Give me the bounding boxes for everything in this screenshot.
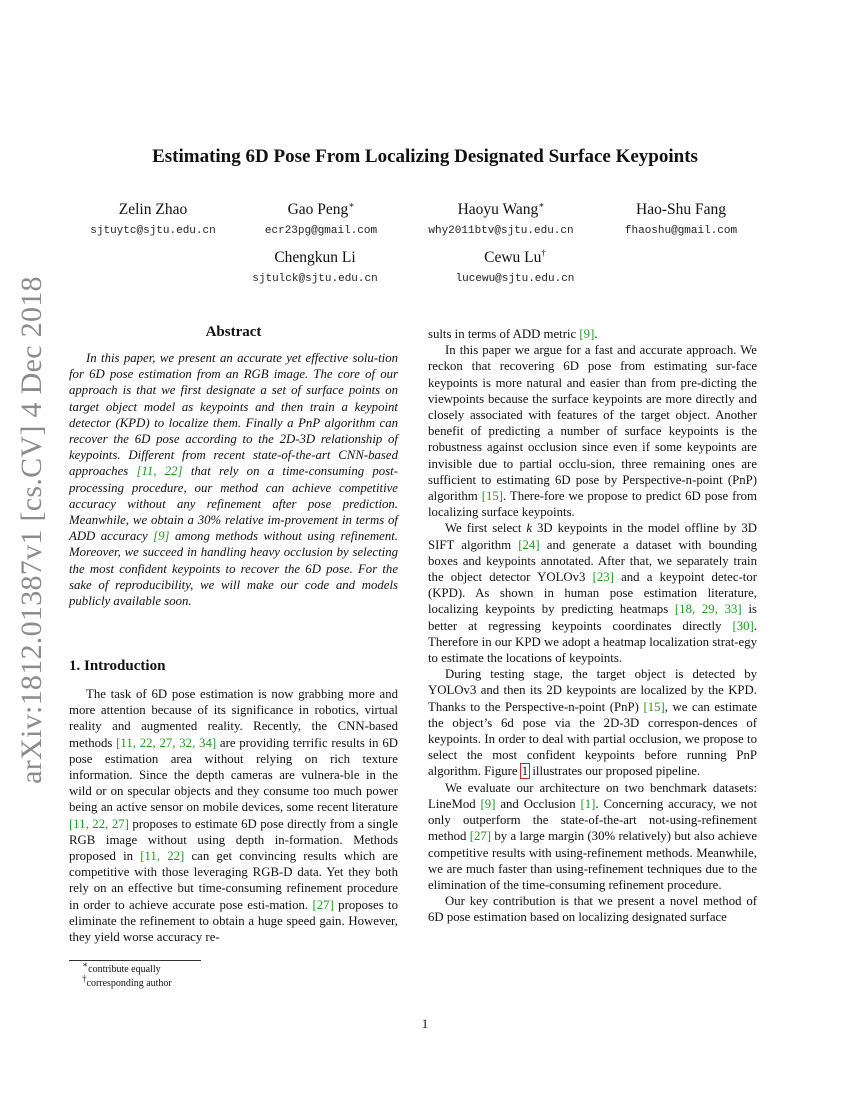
- body-paragraph: We first select k 3D keypoints in the model offline by 3D SIFT algorithm [24] and generate a dataset with bounding boxes and keypoints annotated. After that, we separately train the object detector YOLOv3 [23] and a keypoint detec-tor (KPD). As shown in human pose estimation literature, localizing keypoints by predicting heatmaps [18, 29, 33] is better at regressing keypoints coordinates directly [30]. Therefore in our KPD we adopt a heatmap localization strat-egy to estimate the locations of keypoints.: [428, 521, 758, 666]
- citation-link[interactable]: [11, 22, 27, 32, 34]: [116, 735, 217, 750]
- author-email: fhaoshu@gmail.com: [624, 225, 738, 237]
- author-block: [58, 200, 248, 237]
- citation-link[interactable]: [11, 22, 27]: [69, 816, 129, 831]
- author-block: [220, 248, 410, 285]
- citation-link[interactable]: [27]: [312, 897, 334, 912]
- body-paragraph: In this paper we argue for a fast and accurate approach. We reckon that recovering 6D pose from estimating sur-face keypoints is more natural and easier than from pre-dicting the viewpoints because the surface keypoints are more directly and closely associated with features of the target object. Another benefit of predicting a number of surface keypoints is the robustness against occlusion since even if some keypoints are invisible due to partial occlu-sion, three remaining ones are sufficient to estimating 6D pose by Perspective-n-point (PnP) algorithm [15]. There-fore we propose to predict 6D pose from localizing surface keypoints.: [428, 343, 757, 520]
- body-paragraph: sults in terms of ADD metric [9].: [428, 327, 598, 341]
- page-number: 1: [421, 1016, 429, 1031]
- citation-link[interactable]: [9]: [579, 327, 595, 341]
- citation-link[interactable]: [15]: [481, 489, 504, 504]
- author-block: [226, 200, 416, 237]
- author-name: Haoyu Wang∗: [457, 199, 545, 218]
- arxiv-stamp: [4, 276, 60, 784]
- right-column: [428, 326, 757, 926]
- abstract-heading: Abstract: [205, 324, 262, 340]
- citation-link[interactable]: [30]: [732, 618, 754, 633]
- body-paragraph: During testing stage, the target object is detected by YOLOv3 and then its 2D keypoints are localized by the KPD. Thanks to the Perspective-n-point (PnP) [15], we can estimate the object’s 6d pose via the 2D-3D correspon-dences of keypoints. In order to deal with partial occlusion, we propose to select the most confident keypoints before running PnP algorithm. Figure 1 illustrates our proposed pipeline.: [428, 667, 757, 779]
- author-name: Chengkun Li: [274, 249, 356, 266]
- author-block: [586, 200, 776, 237]
- abstract-paragraph: In this paper, we present an accurate yet effective solu-tion for 6D pose estimation from an RGB image. The core of our approach is that we first designate a set of surface points on target object model as keypoints and then train a keypoint detector (KPD) to localize them. Finally a PnP algorithm can recover the 6D pose according to the 2D-3D relationship of keypoints. Different from recent state-of-the-art CNN-based approaches [11, 22] that rely on a time-consuming post-processing procedure, our method can achieve competitive accuracy without any refinement after pose prediction. Meanwhile, we obtain a 30% relative im-provement in terms of ADD accuracy [9] among methods without using refinement. Moreover, we succeed in handling heavy occlusion by selecting the most confident keypoints to recover the 6D pose. For the sake of reproducibility, we will make our code and models publicly available soon.: [69, 351, 399, 609]
- citation-link[interactable]: [15]: [643, 699, 665, 714]
- author-block: [420, 248, 610, 285]
- author-name: Hao-Shu Fang: [636, 201, 726, 218]
- footnotes: [69, 959, 172, 991]
- footnote-divider: [69, 960, 201, 961]
- citation-link[interactable]: [23]: [592, 570, 614, 585]
- section-heading-introduction: 1. Introduction: [69, 658, 166, 674]
- citation-link[interactable]: [27]: [469, 829, 492, 844]
- author-email: sjtuytc@sjtu.edu.cn: [90, 225, 216, 237]
- introduction-left-column: [69, 686, 398, 945]
- author-name: Zelin Zhao: [118, 201, 188, 218]
- body-paragraph: The task of 6D pose estimation is now grabbing more and more attention because of its significance in robotics, virtual reality and augmented reality. Recently, the CNN-based methods [11, 22, 27, 32, 34] are providing terrific results in 6D pose estimation area without relying on rich texture information. Since the depth cameras are vulnera-ble in the wild or on specular objects and they consume too much power being an active sensor on mobile devices, some recent literature [11, 22, 27] proposes to estimate 6D pose directly from a single RGB image without using depth in-formation. Methods proposed in [11, 22] can get convincing results which are competitive with those leveraging RGB-D data. Yet they both rely on an effective but time-consuming refinement procedure in order to achieve accurate pose esti-mation. [27] proposes to eliminate the refinement to obtain a huge speed gain. However, they yield worse accuracy re-: [69, 687, 398, 945]
- body-paragraph: We evaluate our architecture on two benchmark datasets: LineMod [9] and Occlusion [1]. Concerning accuracy, we not only outperform the state-of-the-art not-using-refinement method [27] by a large margin (30% relatively) but also achieve competitive results with using-refinement methods. Meanwhile, we are much faster than using-refinement techniques due to the elimination of the time-consuming refinement procedure.: [428, 780, 757, 892]
- author-email: sjtulck@sjtu.edu.cn: [252, 273, 378, 285]
- figure-reference-link[interactable]: 1: [521, 764, 529, 779]
- footnote: †corresponding author: [82, 973, 172, 989]
- citation-link[interactable]: [11, 22]: [140, 849, 185, 864]
- citation-link[interactable]: [24]: [518, 537, 540, 552]
- author-email: why2011btv@sjtu.edu.cn: [428, 225, 574, 237]
- abstract-body: [69, 350, 398, 609]
- arxiv-id: arXiv:1812.01387v1 [cs.CV] 4 Dec 2018: [15, 276, 48, 784]
- citation-link[interactable]: [11, 22]: [136, 464, 183, 479]
- citation-link[interactable]: [18, 29, 33]: [674, 602, 742, 617]
- citation-link[interactable]: [9]: [153, 529, 170, 544]
- author-email: ecr23pg@gmail.com: [264, 225, 378, 237]
- footnote: ∗contribute equally: [82, 959, 161, 975]
- author-email: lucewu@sjtu.edu.cn: [455, 273, 575, 285]
- paper-title: Estimating 6D Pose From Localizing Designated Surface Keypoints: [152, 146, 698, 167]
- author-name: Gao Peng∗: [287, 199, 355, 218]
- body-paragraph: Our key contribution is that we present a novel method of 6D pose estimation based on localizing designated surface: [428, 894, 757, 925]
- citation-link[interactable]: [9]: [480, 796, 496, 811]
- author-name: Cewu Lu†: [484, 247, 546, 266]
- citation-link[interactable]: [1]: [580, 796, 596, 811]
- author-block: [406, 200, 596, 237]
